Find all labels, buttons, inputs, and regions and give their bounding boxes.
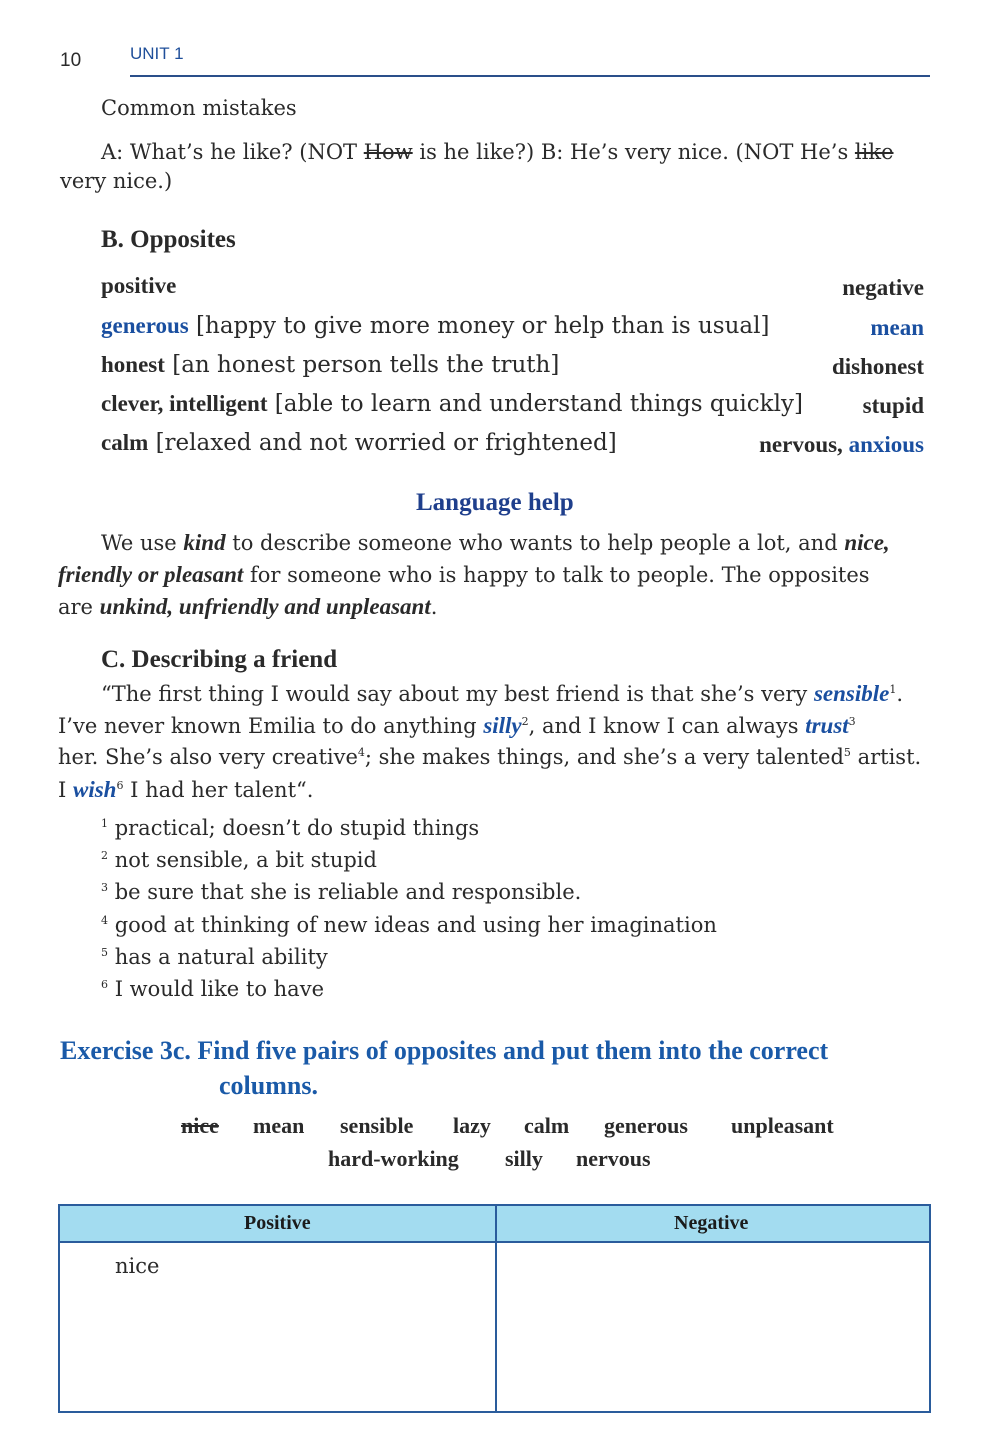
def-calm: [relaxed and not worried or frightened] xyxy=(148,430,617,456)
col-positive-label: positive xyxy=(101,273,177,298)
footnote-num: 2 xyxy=(101,849,108,862)
footnote-num: 3 xyxy=(101,881,108,894)
opp-dishonest: dishonest xyxy=(831,354,924,379)
lh-opposites: unkind, unfriendly and unpleasant xyxy=(99,594,431,619)
lh-nice: nice, xyxy=(844,530,890,555)
def-clever: [able to learn and understand things quickly] xyxy=(267,391,803,417)
passage-line4 xyxy=(58,777,313,803)
opposite-row-3 xyxy=(101,391,803,417)
passage-text: I’ve never known Emilia to do anything xyxy=(58,714,484,738)
kw-wish: wish xyxy=(72,777,117,802)
passage-text: ; she makes things, and she’s a very talented xyxy=(364,745,844,769)
opp-nervous: nervous, xyxy=(759,432,849,457)
footnote-num: 4 xyxy=(101,914,108,927)
opposite-row-1 xyxy=(101,313,769,339)
cm-strike-like: like xyxy=(854,140,894,164)
cm-text-a: A: What’s he like? (NOT xyxy=(101,140,364,164)
header-negative: Negative xyxy=(674,1212,749,1234)
answer-table xyxy=(58,1204,931,1413)
word-calm: calm xyxy=(101,430,149,455)
language-help-line1 xyxy=(101,530,890,556)
word-silly: silly xyxy=(505,1146,543,1171)
def-generous: [happy to give more money or help than is usual] xyxy=(188,313,770,339)
passage-text: artist. xyxy=(850,745,922,769)
footnote-text: practical; doesn’t do stupid things xyxy=(114,816,480,840)
footnote-2 xyxy=(101,848,377,872)
language-help-line3 xyxy=(58,594,437,620)
lh-text: for someone who is happy to talk to people. The opposites xyxy=(243,563,870,587)
unit-label: UNIT 1 xyxy=(130,44,184,63)
column-divider xyxy=(495,1206,497,1411)
lh-text: to describe someone who wants to help people a lot, and xyxy=(225,531,845,555)
passage-text: I xyxy=(58,778,73,802)
sup-6: 6 xyxy=(116,779,124,792)
section-c-title: C. Describing a friend xyxy=(101,646,338,673)
word-mean: mean xyxy=(253,1113,305,1138)
passage-text: . xyxy=(896,682,904,706)
sup-4: 4 xyxy=(357,746,365,759)
footnote-text: has a natural ability xyxy=(114,945,328,969)
footnote-5 xyxy=(101,945,328,969)
footnote-3 xyxy=(101,880,581,904)
sup-5: 5 xyxy=(843,746,851,759)
positive-entry-nice: nice xyxy=(115,1254,160,1278)
footnote-4 xyxy=(101,913,717,937)
kw-trust: trust xyxy=(805,713,849,738)
word-hard-working: hard-working xyxy=(328,1146,459,1171)
word-nice: nice xyxy=(181,1113,219,1138)
sup-3: 3 xyxy=(848,715,856,728)
passage-text: her. She’s also very creative xyxy=(58,745,358,769)
passage-line3 xyxy=(58,745,921,769)
word-sensible: sensible xyxy=(340,1113,414,1138)
kw-sensible: sensible xyxy=(813,681,890,706)
exercise-title-line1: Exercise 3c. Find five pairs of opposites and put them into the correct xyxy=(60,1036,829,1065)
header-rule xyxy=(130,75,930,77)
footnote-6 xyxy=(101,977,324,1001)
word-lazy: lazy xyxy=(453,1113,491,1138)
passage-text: “The first thing I would say about my best friend is that she’s very xyxy=(101,682,814,706)
cm-strike-how: How xyxy=(363,140,413,164)
lh-text: are xyxy=(58,595,100,619)
word-unpleasant: unpleasant xyxy=(731,1113,834,1138)
common-mistakes-title: Common mistakes xyxy=(101,96,297,120)
section-b-title: B. Opposites xyxy=(101,226,236,253)
col-negative-label: negative xyxy=(842,275,924,300)
common-mistakes-line2: very nice.) xyxy=(60,169,173,193)
exercise-title-line2: columns. xyxy=(219,1071,318,1100)
sup-2: 2 xyxy=(521,715,529,728)
footnote-text: I would like to have xyxy=(114,977,324,1001)
language-help-line2 xyxy=(58,562,870,588)
footnote-text: good at thinking of new ideas and using her imagination xyxy=(114,913,717,937)
language-help-title: Language help xyxy=(416,489,574,516)
kw-silly: silly xyxy=(483,713,522,738)
page-number: 10 xyxy=(60,50,82,71)
cm-text-b: is he like?) B: He’s very nice. (NOT He’s xyxy=(412,140,855,164)
sup-1: 1 xyxy=(889,683,897,696)
passage-text: I had her talent“. xyxy=(123,778,314,802)
def-honest: [an honest person tells the truth] xyxy=(164,352,560,378)
opp-anxious: anxious xyxy=(848,432,924,457)
footnote-num: 1 xyxy=(101,817,108,830)
word-clever: clever, intelligent xyxy=(101,391,268,416)
footnote-text: not sensible, a bit stupid xyxy=(114,848,377,872)
word-honest: honest xyxy=(101,352,165,377)
lh-friendly: friendly or pleasant xyxy=(58,562,244,587)
opposite-row-2 xyxy=(101,352,559,378)
word-nervous: nervous xyxy=(576,1146,651,1171)
word-generous: generous xyxy=(101,313,189,338)
passage-text: , and I know I can always xyxy=(528,714,806,738)
footnote-num: 5 xyxy=(101,946,108,959)
footnote-text: be sure that she is reliable and responsible. xyxy=(114,880,582,904)
passage-line2 xyxy=(58,713,856,739)
opp-nervous-anxious xyxy=(759,432,924,458)
opp-stupid: stupid xyxy=(862,393,924,418)
word-generous: generous xyxy=(604,1113,688,1138)
passage-line1 xyxy=(101,681,903,707)
lh-kind: kind xyxy=(183,530,226,555)
footnote-1 xyxy=(101,816,479,840)
lh-text: . xyxy=(430,595,438,619)
word-calm: calm xyxy=(524,1113,570,1138)
header-positive: Positive xyxy=(244,1212,311,1234)
common-mistakes-line1 xyxy=(101,140,894,164)
footnote-num: 6 xyxy=(101,978,108,991)
opp-mean: mean xyxy=(870,315,924,340)
opposite-row-4 xyxy=(101,430,617,456)
lh-text: We use xyxy=(101,531,184,555)
